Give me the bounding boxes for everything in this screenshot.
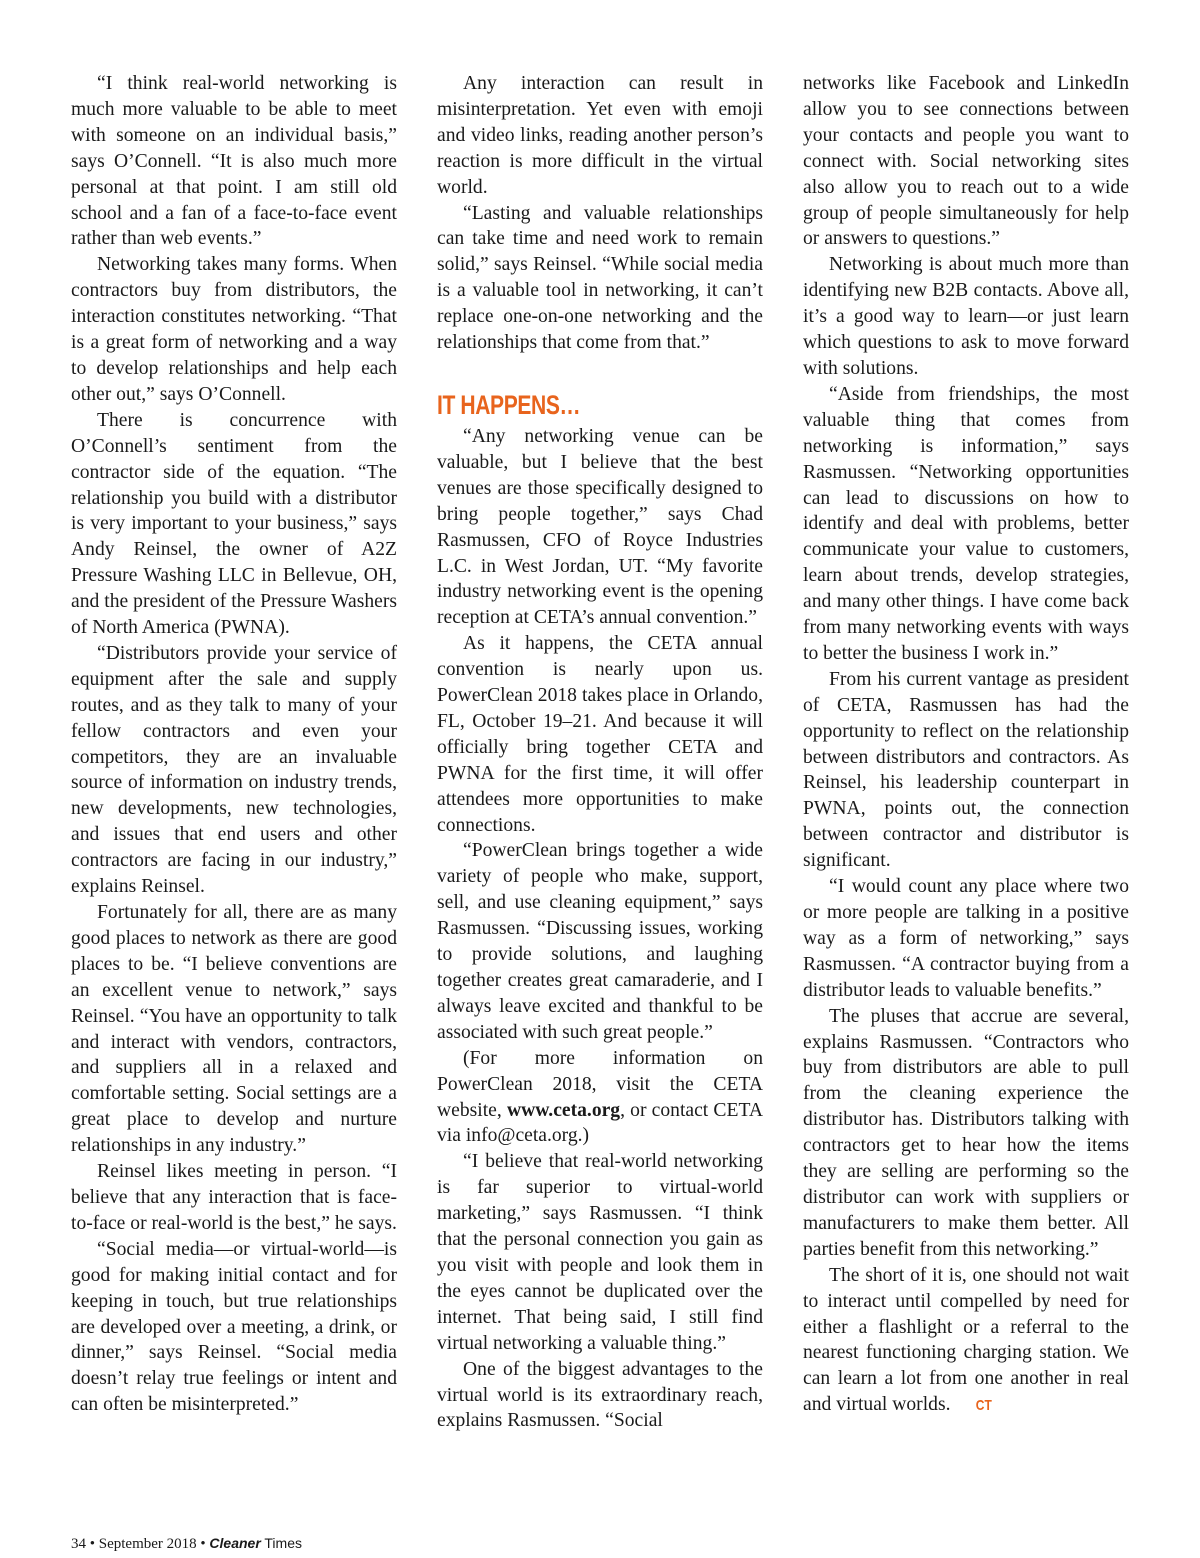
paragraph: “Social media—or virtual-world—is good for making initial contact and for keeping in touch, but true relationships are developed over a meeting, a drink, or dinner,” says Reinsel. “Social media doesn’t relay true feelings or intent and can often be misinterpreted.” bbox=[71, 1238, 397, 1416]
info-paragraph bbox=[437, 1046, 763, 1150]
paragraph: Reinsel likes meeting in person. “I believe that any interaction that is face-to-face or real-world is the best,” he says. bbox=[71, 1161, 397, 1234]
paragraph: As it happens, the CETA annual convention is nearly upon us. PowerClean 2018 takes place in Orlando, FL, October 19–21. And because it will officially bring together CETA and PWNA for the first time, it will offer attendees more opportunities to make connections. bbox=[437, 633, 763, 836]
paragraph: Networking is about much more than identifying new B2B contacts. Above all, it’s a good way to learn—or just learn which questions to ask to move forward with solutions. bbox=[803, 254, 1129, 379]
paragraph: “Aside from friendships, the most valuable thing that comes from networking is information,” says Rasmussen. “Networking opportunities can lead to discussions on how to identify and deal with problems, better communicate your value to customers, learn about trends, develop strategies, and many other things. I have come back from many networking events with ways to better the business I work in.” bbox=[803, 383, 1129, 664]
website-link[interactable]: www.ceta.org bbox=[506, 1099, 621, 1121]
final-paragraph bbox=[803, 1263, 1129, 1419]
section-heading: IT HAPPENS… bbox=[437, 389, 581, 420]
magazine-name-part1: Cleaner bbox=[209, 1535, 261, 1551]
paragraph: There is concurrence with O’Connell’s sentiment from the contractor side of the equation. “The relationship you build with a distributor is very important to your business,” says Andy Reinsel, the owner of A2Z Pressure Washing LLC in Bellevue, OH, and the president of the Pressure Washers of North America (PWNA). bbox=[71, 409, 397, 639]
paragraph: Networking takes many forms. When contractors buy from distributors, the interaction constitutes networking. “That is a great form of networking and a way to develop relationships and help each other out,” says O’Connell. bbox=[71, 254, 397, 405]
paragraph: “Distributors provide your service of equipment after the sale and supply routes, and as they talk to many of your fellow contractors and even your competitors, they are an invaluable source of information on industry trends, new developments, new technologies, and issues that end users and other contractors are facing in our industry,” explains Reinsel. bbox=[71, 642, 397, 898]
paragraph: Any interaction can result in misinterpretation. Yet even with emoji and video links, reading another person’s reaction is more difficult in the virtual world. bbox=[437, 73, 763, 198]
magazine-name-part2: Times bbox=[260, 1535, 302, 1551]
info-text-after: , or contact CETA via info@ceta.org.) bbox=[437, 1099, 764, 1147]
article-column-1 bbox=[71, 71, 397, 1418]
paragraph-continued: networks like Facebook and LinkedIn allow you to see connections between your contacts and people you want to connect with. Social networking sites also allow you to reach out to a wide group of people simultaneously for help or answers to questions.” bbox=[803, 73, 1129, 250]
paragraph: Fortunately for all, there are as many good places to network as there are good places to be. “I believe conventions are an excellent venue to network,” says Reinsel. “You have an opportunity to talk and interact with vendors, contractors, and suppliers all in a relaxed and comfortable setting. Social settings are a great place to develop and nurture relationships in any industry.” bbox=[71, 902, 397, 1157]
info-text-before: (For more information on PowerClean 2018, visit the CETA website, bbox=[437, 1047, 763, 1121]
paragraph: From his current vantage as president of CETA, Rasmussen has had the opportunity to reflect on the relationship between distributors and contractors. As Reinsel, his leadership counterpart in PWNA, points out, the connection between contractor and distributor is significant. bbox=[803, 668, 1129, 872]
final-paragraph-text: The short of it is, one should not wait to interact until compelled by need for either a flashlight or a referral to the nearest functioning charging station. We can learn a lot from one another in real and virtual worlds. bbox=[803, 1264, 1129, 1416]
page-footer bbox=[71, 1534, 302, 1553]
paragraph: The pluses that accrue are several, explains Rasmussen. “Contractors who buy from distributors are able to pull from the cleaning experience the distributor has. Distributors talking with contractors get to hear how the items they are selling are performing so the distributor can work with suppliers or manufacturers to make them better. All parties benefit from this networking.” bbox=[803, 1005, 1129, 1260]
paragraph: “PowerClean brings together a wide variety of people who make, support, sell, and use cleaning equipment,” says Rasmussen. “Discussing issues, working to provide solutions, and laughing together creates great camaraderie, and I always leave excited and thankful to be associated with such great people.” bbox=[437, 840, 763, 1043]
paragraph: One of the biggest advantages to the virtual world is its extraordinary reach, explains Rasmussen. “Social bbox=[437, 1358, 763, 1432]
paragraph: “Lasting and valuable relationships can take time and need work to remain solid,” says Reinsel. “While social media is a valuable tool in networking, it can’t replace one-on-one networking and the relationships that come from that.” bbox=[437, 202, 763, 354]
folio: 34 • September 2018 • bbox=[71, 1536, 210, 1552]
article-column-3 bbox=[803, 71, 1129, 1419]
paragraph: “I would count any place where two or more people are talking in a positive way as a form of networking,” says Rasmussen. “A contractor buying from a distributor leads to valuable benefits.” bbox=[803, 876, 1129, 1001]
paragraph: “I think real-world networking is much more valuable to be able to meet with someone on an individual basis,” says O’Connell. “It is also much more personal at that point. I am still old school and a fan of a face-to-face event rather than web events.” bbox=[71, 73, 397, 250]
paragraph: “I believe that real-world networking is far superior to virtual-world marketing,” says Rasmussen. “I think that the personal connection you gain as you visit with people and look them in the eyes cannot be duplicated over the internet. That being said, I still find virtual networking a valuable thing.” bbox=[437, 1151, 763, 1354]
paragraph: “Any networking venue can be valuable, but I believe that the best venues are those specifically designed to bring people together,” says Chad Rasmussen, CFO of Royce Industries L.C. in West Jordan, UT. “My favorite industry networking event is the opening reception at CETA’s annual convention.” bbox=[437, 425, 763, 629]
article-column-2 bbox=[437, 71, 763, 1434]
end-mark: CT bbox=[976, 1397, 993, 1415]
